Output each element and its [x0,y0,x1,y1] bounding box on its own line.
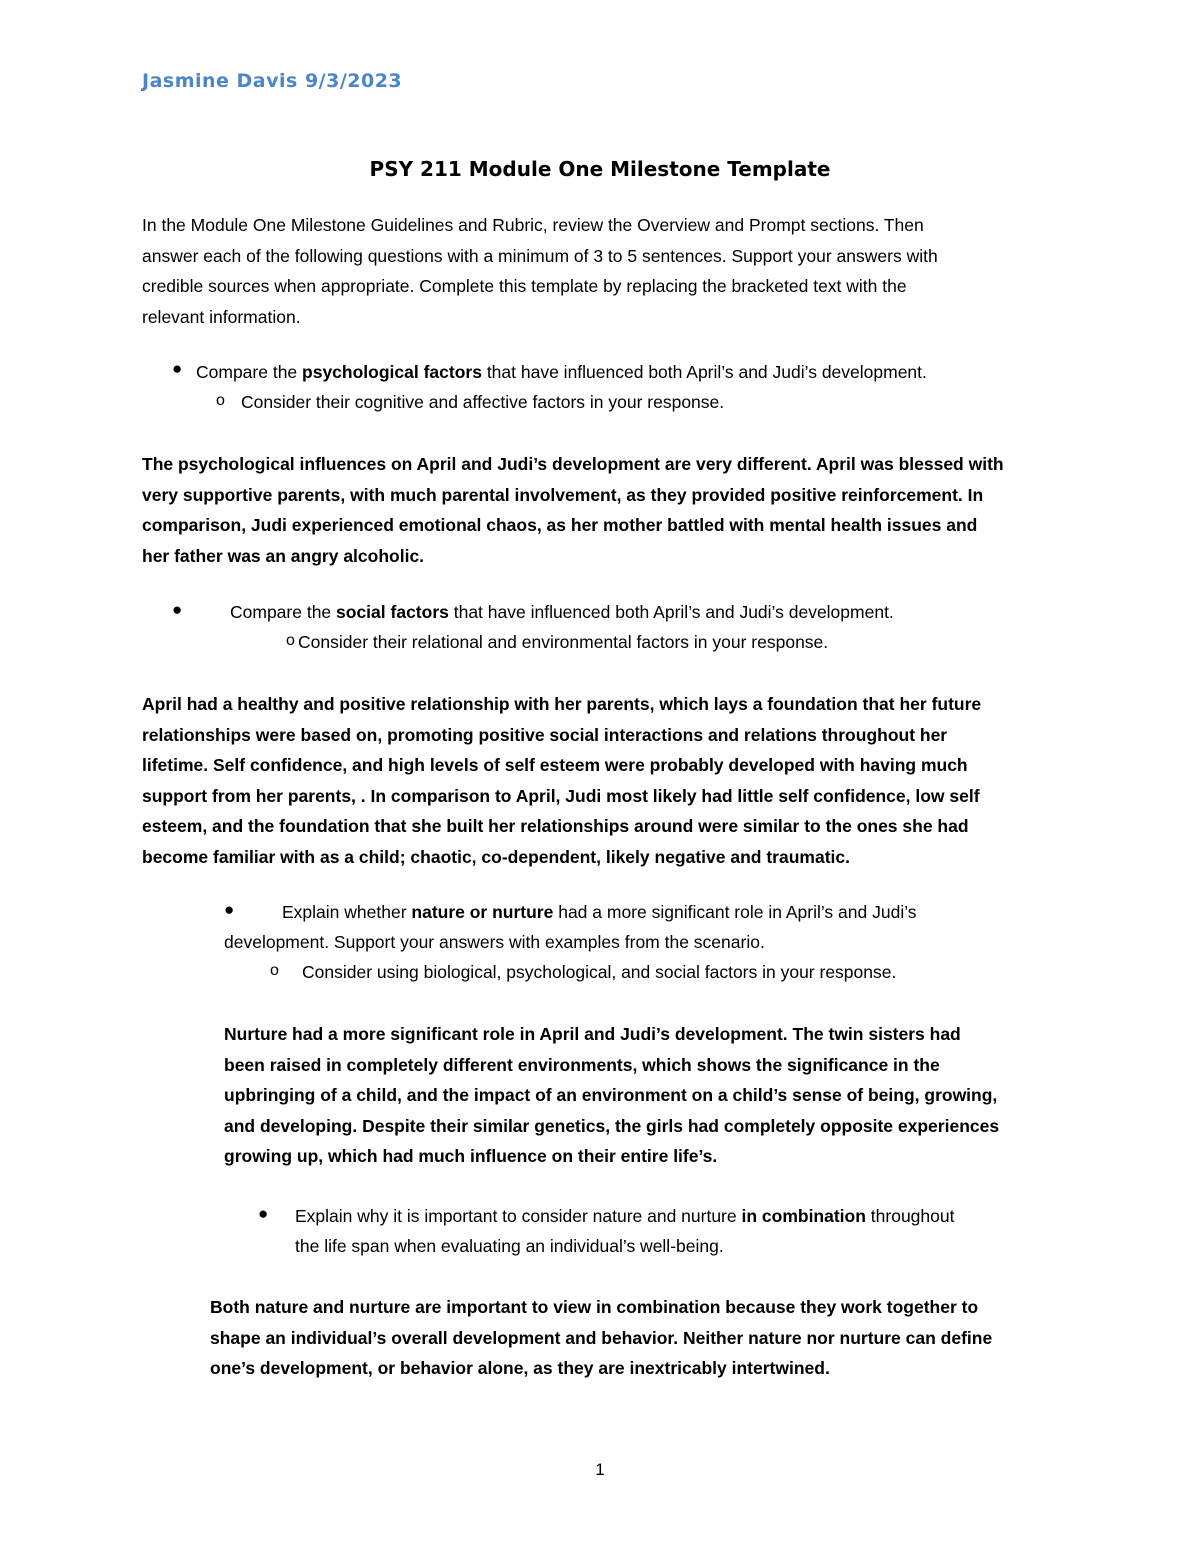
sub-bullet-icon: o [270,962,279,979]
answer-line: growing up, which had much influence on their entire life’s. [224,1146,718,1166]
answer-line: and developing. Despite their similar genetics, the girls had completely opposite experiences [224,1115,1000,1136]
answer-3 [224,1019,999,1172]
answer-line: relationships were based on, promoting positive social interactions and relations throughout her [142,724,948,745]
intro-line: In the Module One Milestone Guidelines and Rubric, review the Overview and Prompt sections. Then [142,215,924,235]
question-text: Compare the [196,362,303,382]
question-text: had a more significant role in April’s and Judi’s [553,902,917,922]
answer-line: Nurture had a more significant role in April and Judi’s development. The twin sisters had [224,1024,961,1044]
bullet-icon: ● [172,359,183,378]
answer-line: shape an individual’s overall development and behavior. Neither nature nor nurture can define [210,1327,993,1348]
question-emphasis: in combination [741,1206,866,1226]
question-1 [196,357,927,387]
answer-2 [142,689,981,872]
question-4-line-2: the life span when evaluating an individual’s well-being. [295,1236,724,1256]
question-emphasis: nature or nurture [411,902,554,922]
answer-line: The psychological influences on April and Judi’s development are very different. April was blessed with [142,454,1004,474]
answer-line: esteem, and the foundation that she built her relationships around were similar to the ones she had [142,816,969,836]
intro-paragraph [142,210,1062,332]
question-2 [230,597,894,627]
sub-bullet-icon: o [286,632,295,649]
page-number: 1 [595,1460,605,1479]
answer-4 [210,1292,992,1384]
answer-line: upbringing of a child, and the impact of an environment on a child’s sense of being, growing, [224,1085,998,1105]
answer-line: comparison, Judi experienced emotional chaos, as her mother battled with mental health issues and [142,515,978,535]
sub-bullet-icon: o [216,392,225,409]
intro-line: credible sources when appropriate. Complete this template by replacing the bracketed text with the [142,276,907,296]
question-emphasis: psychological factors [302,362,482,382]
author-date-header: Jasmine Davis 9/3/2023 [142,70,403,92]
question-text: throughout [865,1206,955,1226]
answer-line: become familiar with as a child; chaotic, co-dependent, likely negative and traumatic. [142,846,850,867]
question-text: Compare the [230,602,337,622]
question-text: Explain why it is important to consider nature and nurture [295,1206,742,1226]
question-1-subpoint: Consider their cognitive and affective factors in your response. [241,392,725,412]
answer-line: Both nature and nurture are important to view in combination because they work together to [210,1297,979,1317]
page-title: PSY 211 Module One Milestone Template [369,157,831,181]
question-text: Explain whether [282,902,412,922]
answer-line: support from her parents, . In comparison to April, Judi most likely had little self confidence, low self [142,785,980,806]
bullet-icon: ● [224,900,235,919]
question-text: that have influenced both April’s and Judi’s development. [448,602,894,622]
question-2-subpoint: Consider their relational and environmental factors in your response. [298,632,829,652]
answer-line: one’s development, or behavior alone, as they are inextricably intertwined. [210,1358,830,1378]
intro-line: relevant information. [142,306,301,327]
bullet-icon: ● [258,1204,269,1223]
answer-1 [142,449,1004,571]
question-4 [295,1201,954,1231]
answer-line: her father was an angry alcoholic. [142,545,425,566]
answer-line: very supportive parents, with much parental involvement, as they provided positive reinforcement. In [142,484,984,505]
answer-line: lifetime. Self confidence, and high levels of self esteem were probably developed with having much [142,755,968,775]
question-emphasis: social factors [336,602,449,622]
question-3 [282,897,917,927]
intro-line: answer each of the following questions with a minimum of 3 to 5 sentences. Support your answers with [142,245,938,266]
answer-line: been raised in completely different environments, which shows the significance in the [224,1054,940,1075]
answer-line: April had a healthy and positive relationship with her parents, which lays a foundation that her future [142,694,982,714]
question-3-line-2: development. Support your answers with examples from the scenario. [224,932,765,952]
bullet-icon: ● [172,600,183,619]
question-3-subpoint: Consider using biological, psychological, and social factors in your response. [302,962,897,982]
question-text: that have influenced both April’s and Judi’s development. [481,362,927,382]
